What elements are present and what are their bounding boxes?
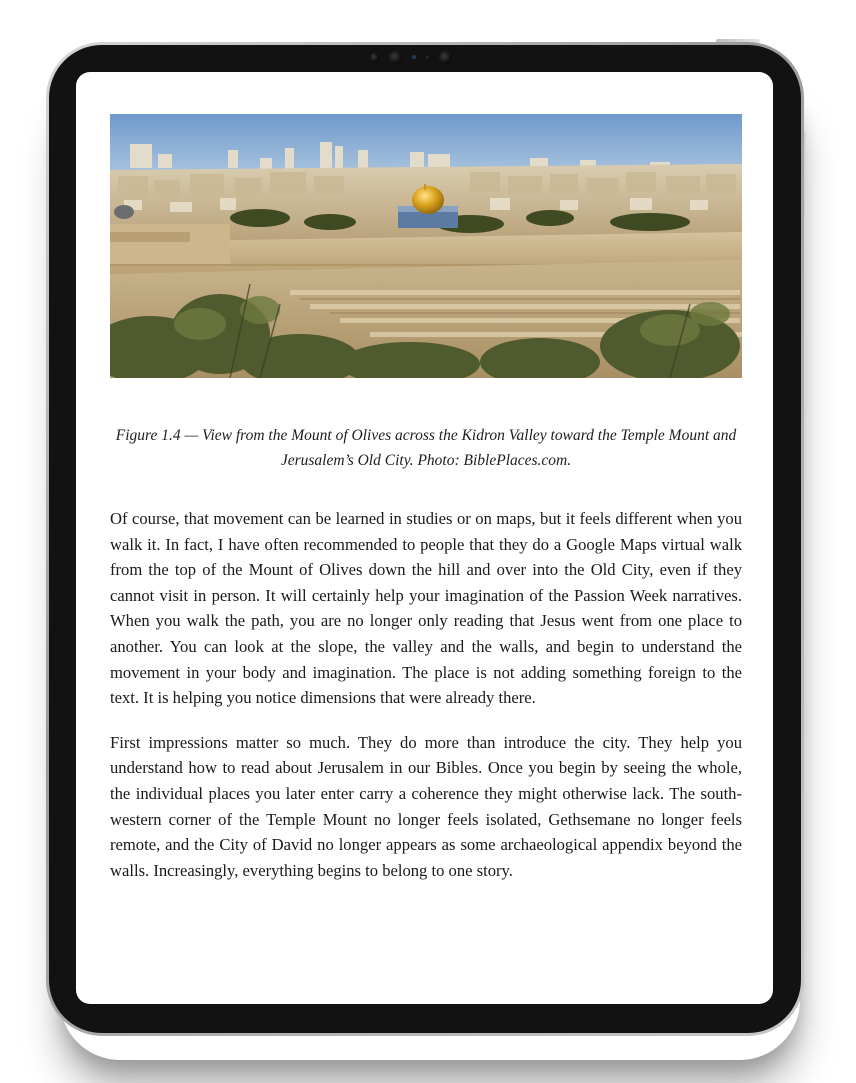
jerusalem-panorama-image xyxy=(110,114,742,378)
figure-photo xyxy=(110,114,742,378)
paragraph: First impressions matter so much. They do more than introduce the city. They help you understand how to read about Jerusalem in our Bibles. Once you begin by seeing the whole, the individual places you later enter carry a coherence they might otherwise lack. The south-western corner of the Temple Mount no longer feels isolated, Gethsemane no longer feels remote, and the City of David no longer appears as some archaeological appendix beyond the walls. Increasingly, everything begins to belong to one story. xyxy=(110,732,742,880)
paragraph: Of course, that movement can be learned in studies or on maps, but it feels different when you walk it. In fact, I have often recommended to people that they do a Google Maps virtual walk from the top of the Mount of Olives down the hill and over into the Old City, even if they cannot visit in person. It will certainly help your imagination of the Passion Week narratives. When you walk the path, you are no longer only reading that Jesus went from one place to another. You can look at the slope, the valley and the walls, and begin to understand the movement in your body and imagination. The place is not adding something foreign to the text. It is helping you notice dimensions that were already there. xyxy=(110,509,742,708)
proximity-sensor-icon xyxy=(439,51,452,64)
reader-screen[interactable] xyxy=(76,72,773,1004)
light-sensor-dot xyxy=(426,56,429,59)
sensor-icon xyxy=(370,53,379,62)
camera-lens-dot xyxy=(412,55,416,59)
figure-caption: Figure 1.4 — View from the Mount of Olives across the Kidron Valley toward the Temple Mount and Jerusalem’s Old City. Photo: BiblePlaces.com. xyxy=(115,427,737,469)
camera-cluster xyxy=(370,48,482,66)
camera-icon xyxy=(389,51,402,64)
body-text xyxy=(110,506,742,902)
